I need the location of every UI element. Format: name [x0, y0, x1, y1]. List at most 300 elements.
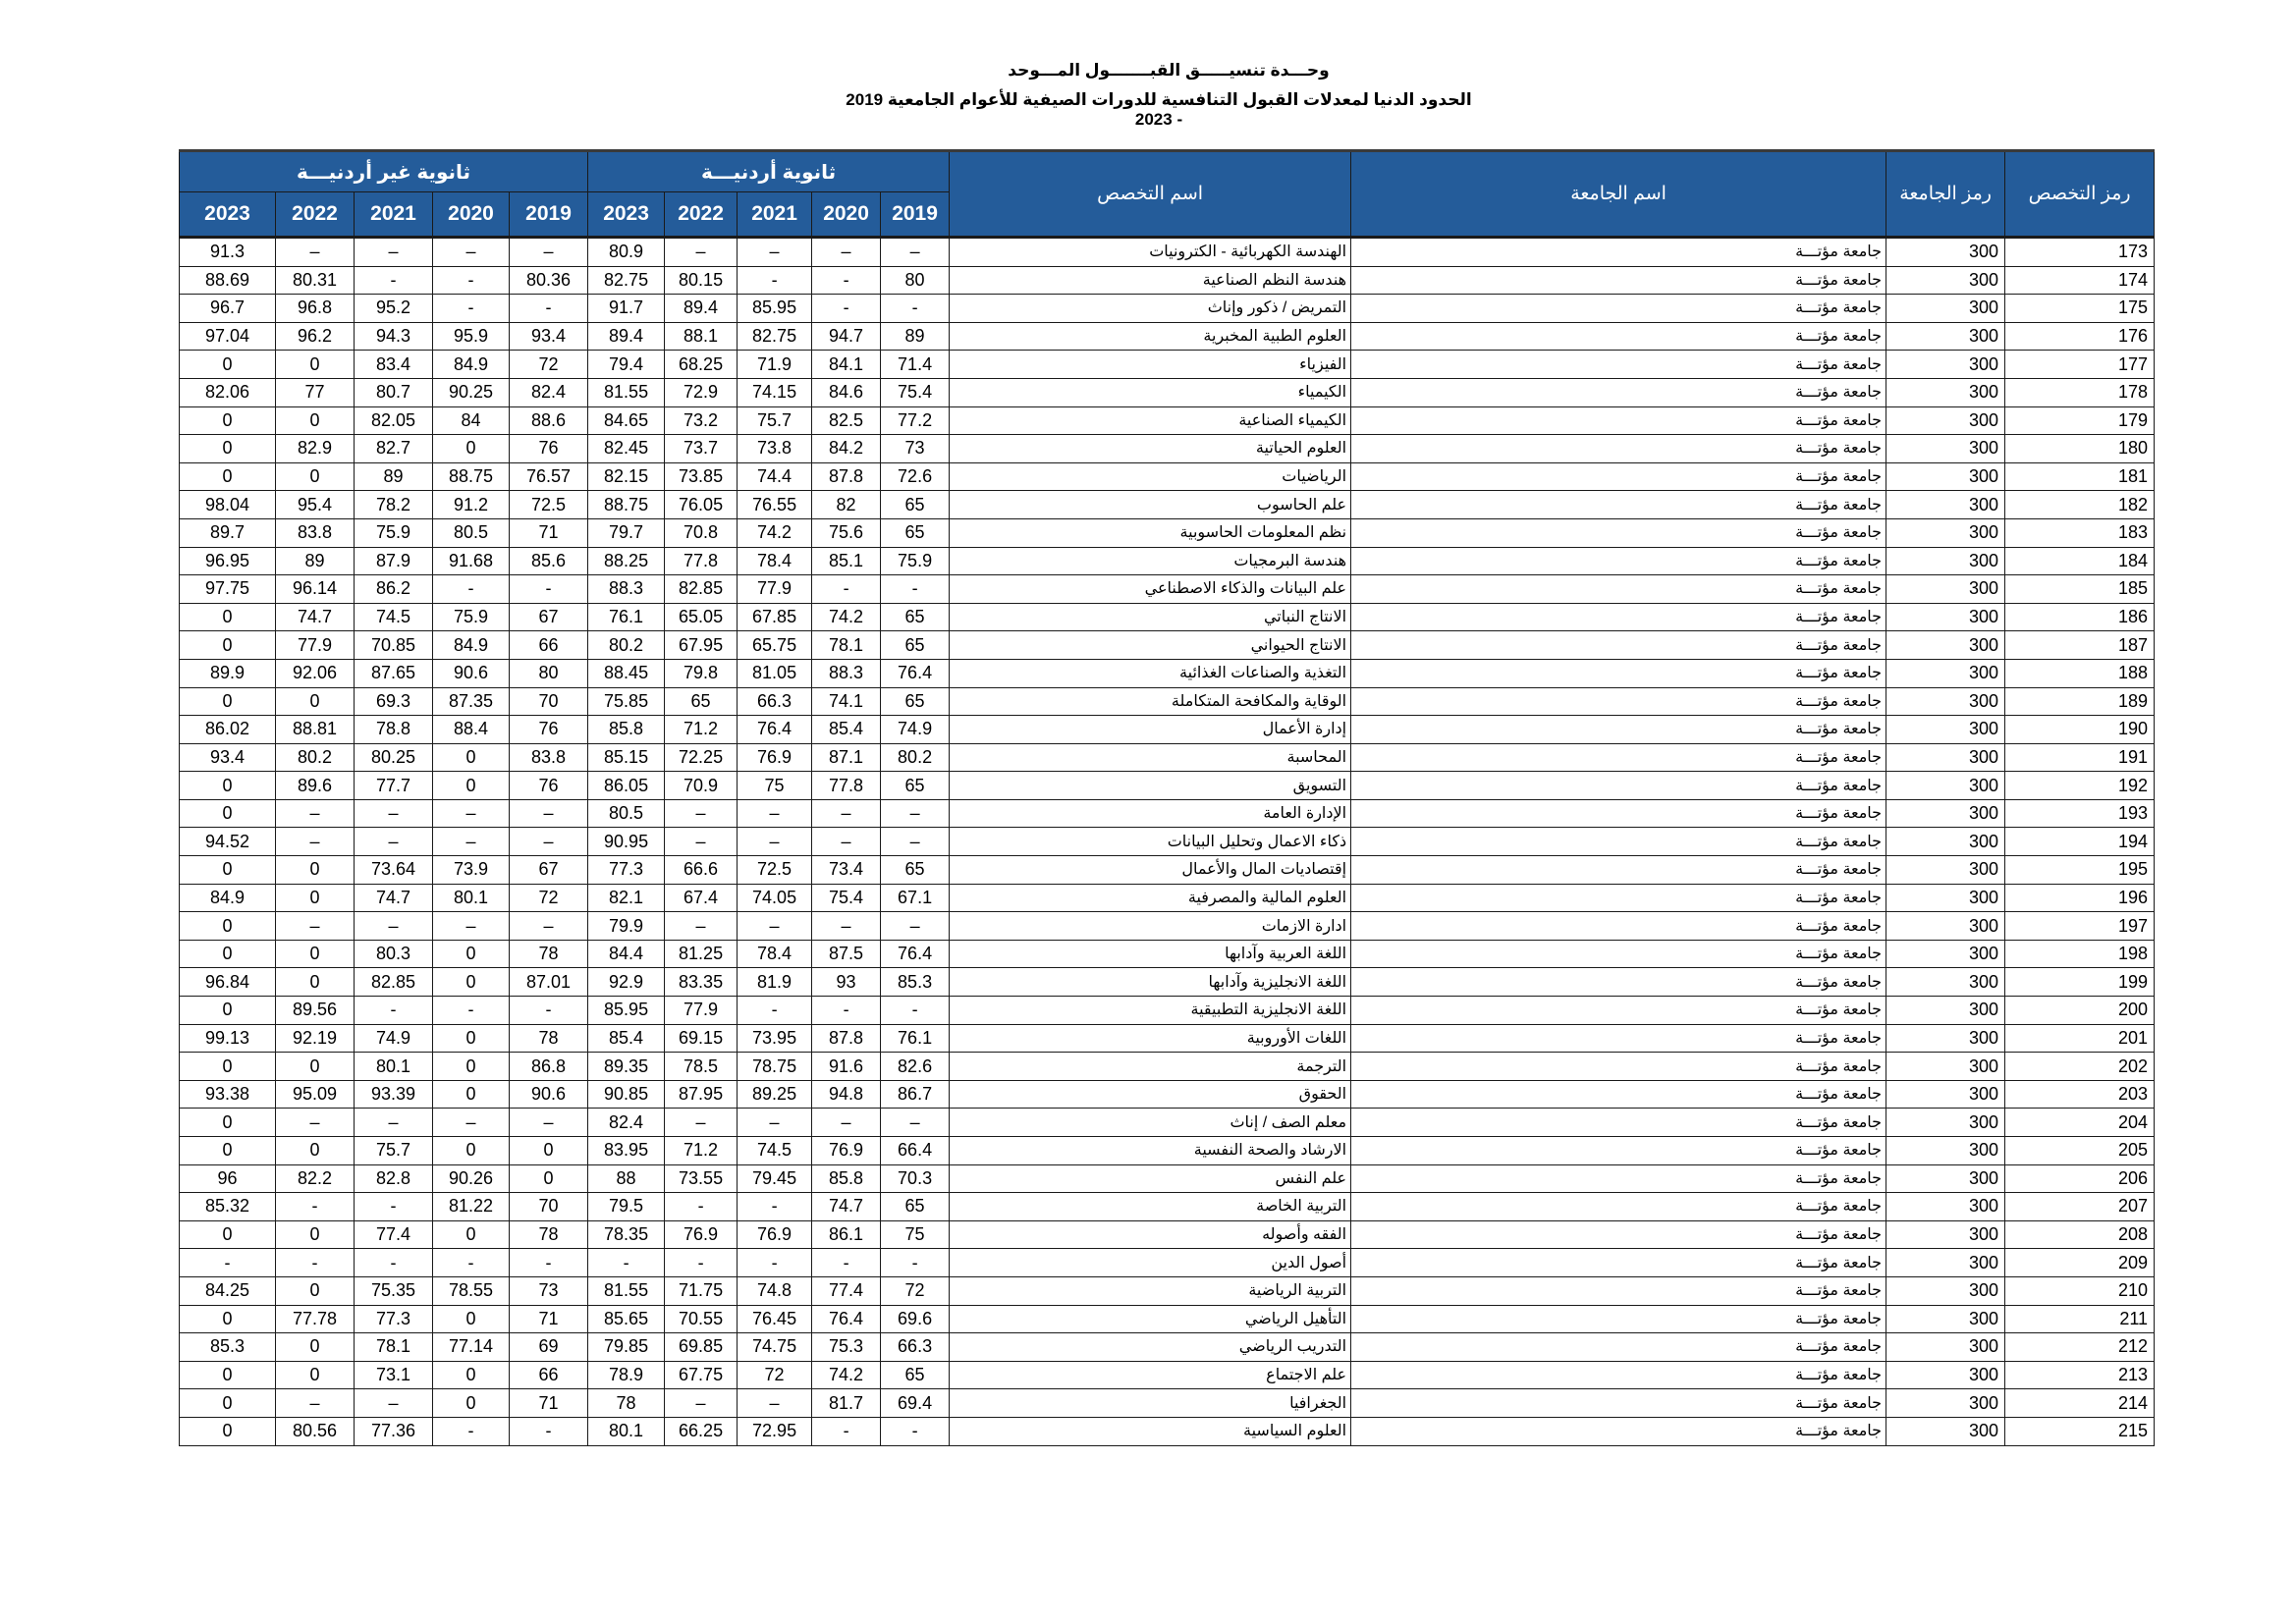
cell-non-jordanian-2022: 83.8	[276, 518, 355, 547]
cell-jordanian-2020: 75.4	[812, 884, 881, 912]
cell-major-code: 183	[2005, 518, 2155, 547]
cell-jordanian-2019: 89	[881, 322, 950, 351]
cell-university-name: جامعة مؤتـــة	[1351, 575, 1886, 604]
table-row	[180, 491, 2155, 519]
cell-non-jordanian-2020: 84.9	[433, 351, 510, 379]
cell-non-jordanian-2019: 71	[510, 1389, 588, 1418]
cell-non-jordanian-2022: 96.14	[276, 575, 355, 604]
cell-jordanian-2020: –	[812, 912, 881, 941]
cell-non-jordanian-2020: 90.26	[433, 1164, 510, 1193]
cell-non-jordanian-2021: 74.7	[355, 884, 433, 912]
cell-non-jordanian-2019: 67	[510, 856, 588, 885]
table-row	[180, 716, 2155, 744]
cell-non-jordanian-2020: 0	[433, 772, 510, 800]
column-header-major-code: رمز التخصص	[2005, 151, 2155, 238]
cell-university-code: 300	[1886, 1389, 2005, 1418]
cell-jordanian-2021: 76.45	[738, 1305, 812, 1333]
cell-non-jordanian-2021: –	[355, 1389, 433, 1418]
cell-jordanian-2022: 89.4	[665, 295, 738, 323]
cell-university-code: 300	[1886, 1249, 2005, 1277]
cell-jordanian-2021: 75.7	[738, 406, 812, 435]
cell-major-code: 213	[2005, 1361, 2155, 1389]
cell-jordanian-2019: 85.3	[881, 968, 950, 997]
cell-major-name: التمريض / ذكور وإناث	[950, 295, 1351, 323]
cell-jordanian-2020: 87.1	[812, 743, 881, 772]
cell-non-jordanian-2019: –	[510, 828, 588, 856]
document-subtitle: الحدود الدنيا لمعدلات القبول التنافسية للدورات الصيفية للأعوام الجامعية 2019 - 2023	[846, 90, 1472, 129]
cell-jordanian-2023: 92.9	[588, 968, 665, 997]
cell-non-jordanian-2022: 0	[276, 1137, 355, 1165]
cell-jordanian-2021: 74.15	[738, 378, 812, 406]
cell-jordanian-2019: 75.9	[881, 547, 950, 575]
cell-non-jordanian-2022: –	[276, 1389, 355, 1418]
cell-jordanian-2020: 93	[812, 968, 881, 997]
cell-jordanian-2020: 75.6	[812, 518, 881, 547]
cell-jordanian-2019: 70.3	[881, 1164, 950, 1193]
cell-major-name: علم النفس	[950, 1164, 1351, 1193]
cell-non-jordanian-2020: –	[433, 799, 510, 828]
cell-university-name: جامعة مؤتـــة	[1351, 772, 1886, 800]
cell-jordanian-2023: 76.1	[588, 603, 665, 631]
cell-non-jordanian-2020: 73.9	[433, 856, 510, 885]
cell-non-jordanian-2020: 91.68	[433, 547, 510, 575]
cell-jordanian-2019: -	[881, 997, 950, 1025]
cell-non-jordanian-2019: –	[510, 1109, 588, 1137]
cell-university-code: 300	[1886, 378, 2005, 406]
cell-non-jordanian-2022: 77.78	[276, 1305, 355, 1333]
cell-non-jordanian-2021: –	[355, 912, 433, 941]
cell-jordanian-2022: 66.25	[665, 1417, 738, 1445]
cell-major-name: معلم الصف / إناث	[950, 1109, 1351, 1137]
cell-non-jordanian-2020: 0	[433, 1080, 510, 1109]
cell-jordanian-2019: 76.4	[881, 659, 950, 687]
cell-university-code: 300	[1886, 1361, 2005, 1389]
year-header-j: 2021	[738, 192, 812, 238]
cell-major-code: 174	[2005, 266, 2155, 295]
cell-jordanian-2021: 74.05	[738, 884, 812, 912]
year-header-j: 2023	[588, 192, 665, 238]
cell-major-name: اللغة الانجليزية التطبيقية	[950, 997, 1351, 1025]
cell-non-jordanian-2022: –	[276, 912, 355, 941]
cell-non-jordanian-2023: 0	[180, 1417, 276, 1445]
cell-jordanian-2022: 70.55	[665, 1305, 738, 1333]
cell-non-jordanian-2019: 78	[510, 1024, 588, 1053]
cell-non-jordanian-2022: 89.56	[276, 997, 355, 1025]
cell-major-code: 196	[2005, 884, 2155, 912]
cell-non-jordanian-2023: 97.75	[180, 575, 276, 604]
cell-major-name: الارشاد والصحة النفسية	[950, 1137, 1351, 1165]
cell-non-jordanian-2019: 0	[510, 1137, 588, 1165]
table-row	[180, 1193, 2155, 1221]
cell-university-code: 300	[1886, 884, 2005, 912]
cell-major-code: 188	[2005, 659, 2155, 687]
cell-non-jordanian-2020: 0	[433, 1220, 510, 1249]
cell-university-code: 300	[1886, 1305, 2005, 1333]
cell-non-jordanian-2022: 0	[276, 1333, 355, 1362]
cell-jordanian-2023: 79.9	[588, 912, 665, 941]
cell-non-jordanian-2023: 99.13	[180, 1024, 276, 1053]
cell-jordanian-2022: 71.2	[665, 716, 738, 744]
table-row	[180, 799, 2155, 828]
cell-jordanian-2019: 67.1	[881, 884, 950, 912]
cell-major-name: علم البيانات والذكاء الاصطناعي	[950, 575, 1351, 604]
cell-non-jordanian-2020: –	[433, 1109, 510, 1137]
cell-university-name: جامعة مؤتـــة	[1351, 631, 1886, 660]
cell-jordanian-2020: 74.1	[812, 687, 881, 716]
cell-non-jordanian-2022: -	[276, 1193, 355, 1221]
cell-jordanian-2019: 65	[881, 1193, 950, 1221]
cell-non-jordanian-2022: 0	[276, 856, 355, 885]
cell-jordanian-2023: 85.65	[588, 1305, 665, 1333]
cell-non-jordanian-2021: 82.7	[355, 435, 433, 463]
cell-non-jordanian-2021: 75.35	[355, 1276, 433, 1305]
cell-non-jordanian-2022: 89.6	[276, 772, 355, 800]
cell-non-jordanian-2019: –	[510, 238, 588, 267]
cell-non-jordanian-2019: 82.4	[510, 378, 588, 406]
cell-university-code: 300	[1886, 462, 2005, 491]
cell-jordanian-2023: 79.7	[588, 518, 665, 547]
cell-major-name: ادارة الازمات	[950, 912, 1351, 941]
cell-jordanian-2020: 81.7	[812, 1389, 881, 1418]
cell-non-jordanian-2022: 96.8	[276, 295, 355, 323]
cell-jordanian-2021: 72.95	[738, 1417, 812, 1445]
cell-major-code: 214	[2005, 1389, 2155, 1418]
cell-major-name: الكيمياء	[950, 378, 1351, 406]
table-row	[180, 856, 2155, 885]
cell-non-jordanian-2023: 0	[180, 856, 276, 885]
cell-jordanian-2020: 91.6	[812, 1053, 881, 1081]
document-title: وحـــدة تنسيـــــق القبـــــــول المـــوحد	[1008, 61, 1330, 80]
cell-non-jordanian-2023: 85.3	[180, 1333, 276, 1362]
cell-non-jordanian-2020: 88.75	[433, 462, 510, 491]
cell-jordanian-2019: 74.9	[881, 716, 950, 744]
cell-non-jordanian-2021: 80.1	[355, 1053, 433, 1081]
cell-major-name: الهندسة الكهربائية - الكترونيات	[950, 238, 1351, 267]
cell-jordanian-2022: 73.55	[665, 1164, 738, 1193]
cell-jordanian-2019: 65	[881, 603, 950, 631]
cell-jordanian-2021: 76.4	[738, 716, 812, 744]
cell-university-code: 300	[1886, 659, 2005, 687]
cell-jordanian-2021: 81.05	[738, 659, 812, 687]
cell-non-jordanian-2023: 0	[180, 631, 276, 660]
cell-non-jordanian-2021: 87.65	[355, 659, 433, 687]
cell-non-jordanian-2021: 87.9	[355, 547, 433, 575]
cell-university-code: 300	[1886, 266, 2005, 295]
cell-jordanian-2019: 65	[881, 518, 950, 547]
cell-major-name: اللغة الانجليزية وآدابها	[950, 968, 1351, 997]
cell-major-name: هندسة البرمجيات	[950, 547, 1351, 575]
cell-major-name: الترجمة	[950, 1053, 1351, 1081]
cell-university-name: جامعة مؤتـــة	[1351, 1305, 1886, 1333]
cell-major-code: 176	[2005, 322, 2155, 351]
cell-university-code: 300	[1886, 743, 2005, 772]
table-row	[180, 575, 2155, 604]
table-row	[180, 322, 2155, 351]
cell-jordanian-2022: –	[665, 1109, 738, 1137]
cell-jordanian-2021: 71.9	[738, 351, 812, 379]
cell-university-name: جامعة مؤتـــة	[1351, 716, 1886, 744]
cell-jordanian-2023: 75.85	[588, 687, 665, 716]
table-row	[180, 631, 2155, 660]
cell-university-code: 300	[1886, 1333, 2005, 1362]
cell-non-jordanian-2023: 0	[180, 462, 276, 491]
cell-jordanian-2022: 77.8	[665, 547, 738, 575]
cell-university-code: 300	[1886, 856, 2005, 885]
cell-non-jordanian-2020: 80.5	[433, 518, 510, 547]
cell-non-jordanian-2020: 75.9	[433, 603, 510, 631]
cell-major-name: أصول الدين	[950, 1249, 1351, 1277]
cell-non-jordanian-2022: –	[276, 1109, 355, 1137]
cell-jordanian-2021: 73.8	[738, 435, 812, 463]
cell-university-code: 300	[1886, 1080, 2005, 1109]
cell-jordanian-2022: 70.9	[665, 772, 738, 800]
cell-jordanian-2019: 77.2	[881, 406, 950, 435]
cell-university-name: جامعة مؤتـــة	[1351, 406, 1886, 435]
cell-non-jordanian-2022: 82.2	[276, 1164, 355, 1193]
cell-jordanian-2022: 71.2	[665, 1137, 738, 1165]
cell-jordanian-2023: 83.95	[588, 1137, 665, 1165]
cell-jordanian-2022: 76.9	[665, 1220, 738, 1249]
cell-major-name: إدارة الأعمال	[950, 716, 1351, 744]
cell-major-name: الانتاج الحيواني	[950, 631, 1351, 660]
cell-non-jordanian-2021: 94.3	[355, 322, 433, 351]
cell-non-jordanian-2022: 88.81	[276, 716, 355, 744]
cell-major-code: 209	[2005, 1249, 2155, 1277]
cell-jordanian-2020: 74.7	[812, 1193, 881, 1221]
cell-jordanian-2023: 85.4	[588, 1024, 665, 1053]
cell-university-name: جامعة مؤتـــة	[1351, 547, 1886, 575]
cell-non-jordanian-2023: 98.04	[180, 491, 276, 519]
cell-major-name: الرياضيات	[950, 462, 1351, 491]
cell-non-jordanian-2021: –	[355, 1109, 433, 1137]
cell-jordanian-2019: -	[881, 575, 950, 604]
cell-major-name: العلوم السياسية	[950, 1417, 1351, 1445]
cell-major-code: 177	[2005, 351, 2155, 379]
column-header-major-name: اسم التخصص	[950, 151, 1351, 238]
column-header-university-code: رمز الجامعة	[1886, 151, 2005, 238]
cell-jordanian-2023: 88	[588, 1164, 665, 1193]
cell-non-jordanian-2020: 91.2	[433, 491, 510, 519]
cell-non-jordanian-2022: 0	[276, 462, 355, 491]
cell-non-jordanian-2019: 85.6	[510, 547, 588, 575]
cell-university-code: 300	[1886, 912, 2005, 941]
cell-non-jordanian-2022: 77.9	[276, 631, 355, 660]
group-header-non-jordanian: ثانوية غير أردنيـــة	[180, 151, 588, 192]
cell-jordanian-2020: 94.8	[812, 1080, 881, 1109]
cell-jordanian-2022: –	[665, 238, 738, 267]
table-row	[180, 1389, 2155, 1418]
cell-university-code: 300	[1886, 968, 2005, 997]
cell-jordanian-2020: 74.2	[812, 603, 881, 631]
cell-university-name: جامعة مؤتـــة	[1351, 351, 1886, 379]
cell-non-jordanian-2021: 77.36	[355, 1417, 433, 1445]
cell-major-name: إقتصاديات المال والأعمال	[950, 856, 1351, 885]
cell-jordanian-2021: –	[738, 799, 812, 828]
cell-jordanian-2023: 85.95	[588, 997, 665, 1025]
cell-university-code: 300	[1886, 491, 2005, 519]
table-row	[180, 687, 2155, 716]
cell-jordanian-2023: 81.55	[588, 1276, 665, 1305]
table-row	[180, 603, 2155, 631]
cell-jordanian-2023: 91.7	[588, 295, 665, 323]
cell-non-jordanian-2019: 70	[510, 687, 588, 716]
cell-major-code: 215	[2005, 1417, 2155, 1445]
cell-non-jordanian-2023: 89.9	[180, 659, 276, 687]
cell-non-jordanian-2019: –	[510, 799, 588, 828]
cell-university-code: 300	[1886, 1417, 2005, 1445]
table-row	[180, 238, 2155, 267]
cell-non-jordanian-2020: 90.25	[433, 378, 510, 406]
cell-jordanian-2022: 87.95	[665, 1080, 738, 1109]
cell-non-jordanian-2019: 72	[510, 351, 588, 379]
cell-non-jordanian-2023: 93.38	[180, 1080, 276, 1109]
cell-jordanian-2021: -	[738, 1249, 812, 1277]
cell-jordanian-2019: 69.4	[881, 1389, 950, 1418]
cell-university-name: جامعة مؤتـــة	[1351, 1080, 1886, 1109]
cell-non-jordanian-2021: 80.7	[355, 378, 433, 406]
cell-jordanian-2019: 75	[881, 1220, 950, 1249]
table-row	[180, 351, 2155, 379]
cell-university-code: 300	[1886, 1164, 2005, 1193]
cell-university-name: جامعة مؤتـــة	[1351, 435, 1886, 463]
cell-jordanian-2022: 80.15	[665, 266, 738, 295]
cell-non-jordanian-2023: 0	[180, 799, 276, 828]
cell-non-jordanian-2020: 0	[433, 1053, 510, 1081]
cell-university-code: 300	[1886, 940, 2005, 968]
cell-non-jordanian-2023: 84.9	[180, 884, 276, 912]
cell-non-jordanian-2021: 75.9	[355, 518, 433, 547]
cell-non-jordanian-2021: 74.5	[355, 603, 433, 631]
group-header-jordanian: ثانوية أردنيـــة	[588, 151, 950, 192]
cell-non-jordanian-2019: 71	[510, 518, 588, 547]
cell-non-jordanian-2022: 0	[276, 940, 355, 968]
cell-non-jordanian-2019: 88.6	[510, 406, 588, 435]
cell-major-name: هندسة النظم الصناعية	[950, 266, 1351, 295]
cell-university-name: جامعة مؤتـــة	[1351, 1137, 1886, 1165]
cell-university-name: جامعة مؤتـــة	[1351, 266, 1886, 295]
cell-non-jordanian-2020: –	[433, 828, 510, 856]
cell-jordanian-2019: 66.3	[881, 1333, 950, 1362]
cell-jordanian-2020: –	[812, 828, 881, 856]
cell-non-jordanian-2020: 78.55	[433, 1276, 510, 1305]
cell-major-name: نظم المعلومات الحاسوبية	[950, 518, 1351, 547]
cell-jordanian-2020: -	[812, 1417, 881, 1445]
cell-jordanian-2021: –	[738, 1109, 812, 1137]
cell-jordanian-2022: 76.05	[665, 491, 738, 519]
cell-jordanian-2019: 65	[881, 856, 950, 885]
cell-university-code: 300	[1886, 1024, 2005, 1053]
cell-non-jordanian-2019: –	[510, 912, 588, 941]
cell-university-code: 300	[1886, 351, 2005, 379]
cell-jordanian-2021: 73.95	[738, 1024, 812, 1053]
table-row	[180, 743, 2155, 772]
cell-jordanian-2023: 77.3	[588, 856, 665, 885]
cell-non-jordanian-2021: –	[355, 799, 433, 828]
cell-non-jordanian-2020: 0	[433, 1024, 510, 1053]
cell-non-jordanian-2019: 80	[510, 659, 588, 687]
cell-university-name: جامعة مؤتـــة	[1351, 462, 1886, 491]
cell-jordanian-2020: 87.8	[812, 462, 881, 491]
cell-major-code: 173	[2005, 238, 2155, 267]
cell-university-code: 300	[1886, 603, 2005, 631]
column-header-university-name: اسم الجامعة	[1351, 151, 1886, 238]
cell-major-code: 180	[2005, 435, 2155, 463]
cell-non-jordanian-2019: 72.5	[510, 491, 588, 519]
cell-jordanian-2021: 72.5	[738, 856, 812, 885]
cell-non-jordanian-2021: 73.1	[355, 1361, 433, 1389]
cell-jordanian-2020: 76.4	[812, 1305, 881, 1333]
cell-university-code: 300	[1886, 1109, 2005, 1137]
cell-university-code: 300	[1886, 1276, 2005, 1305]
cell-jordanian-2019: 76.1	[881, 1024, 950, 1053]
cell-major-code: 208	[2005, 1220, 2155, 1249]
cell-jordanian-2020: 77.4	[812, 1276, 881, 1305]
cell-jordanian-2021: 79.45	[738, 1164, 812, 1193]
cell-non-jordanian-2020: –	[433, 238, 510, 267]
cell-jordanian-2019: -	[881, 1249, 950, 1277]
cell-non-jordanian-2019: -	[510, 997, 588, 1025]
cell-jordanian-2019: -	[881, 1417, 950, 1445]
cell-major-name: الوقاية والمكافحة المتكاملة	[950, 687, 1351, 716]
cell-non-jordanian-2021: -	[355, 997, 433, 1025]
cell-non-jordanian-2020: 0	[433, 1389, 510, 1418]
cell-non-jordanian-2020: 80.1	[433, 884, 510, 912]
table-row	[180, 435, 2155, 463]
cell-non-jordanian-2021: 82.05	[355, 406, 433, 435]
cell-jordanian-2021: 76.55	[738, 491, 812, 519]
table-row	[180, 968, 2155, 997]
cell-major-name: التربية الخاصة	[950, 1193, 1351, 1221]
cell-jordanian-2022: 88.1	[665, 322, 738, 351]
cell-non-jordanian-2020: 90.6	[433, 659, 510, 687]
cell-jordanian-2020: 85.1	[812, 547, 881, 575]
cell-jordanian-2020: 86.1	[812, 1220, 881, 1249]
cell-non-jordanian-2021: –	[355, 828, 433, 856]
cell-non-jordanian-2019: 83.8	[510, 743, 588, 772]
cell-non-jordanian-2022: 82.9	[276, 435, 355, 463]
cell-non-jordanian-2021: -	[355, 1193, 433, 1221]
cell-jordanian-2020: 84.2	[812, 435, 881, 463]
cell-non-jordanian-2020: -	[433, 575, 510, 604]
cell-jordanian-2022: –	[665, 1389, 738, 1418]
cell-non-jordanian-2022: 92.19	[276, 1024, 355, 1053]
table-row	[180, 1333, 2155, 1362]
cell-university-code: 300	[1886, 1137, 2005, 1165]
cell-non-jordanian-2021: -	[355, 266, 433, 295]
cell-non-jordanian-2021: 80.3	[355, 940, 433, 968]
cell-non-jordanian-2022: –	[276, 799, 355, 828]
cell-non-jordanian-2023: 0	[180, 772, 276, 800]
cell-jordanian-2022: 82.85	[665, 575, 738, 604]
table-row	[180, 406, 2155, 435]
cell-non-jordanian-2021: 77.7	[355, 772, 433, 800]
cell-jordanian-2023: 88.75	[588, 491, 665, 519]
cell-university-name: جامعة مؤتـــة	[1351, 828, 1886, 856]
cell-jordanian-2020: 87.8	[812, 1024, 881, 1053]
cell-major-code: 206	[2005, 1164, 2155, 1193]
cell-jordanian-2022: 72.25	[665, 743, 738, 772]
cell-university-name: جامعة مؤتـــة	[1351, 997, 1886, 1025]
cell-jordanian-2021: 72	[738, 1361, 812, 1389]
cell-university-code: 300	[1886, 997, 2005, 1025]
table-row	[180, 940, 2155, 968]
cell-non-jordanian-2023: 0	[180, 603, 276, 631]
cell-non-jordanian-2020: -	[433, 997, 510, 1025]
cell-jordanian-2022: 67.75	[665, 1361, 738, 1389]
cell-jordanian-2023: 80.1	[588, 1417, 665, 1445]
cell-jordanian-2021: –	[738, 238, 812, 267]
cell-jordanian-2021: 77.9	[738, 575, 812, 604]
